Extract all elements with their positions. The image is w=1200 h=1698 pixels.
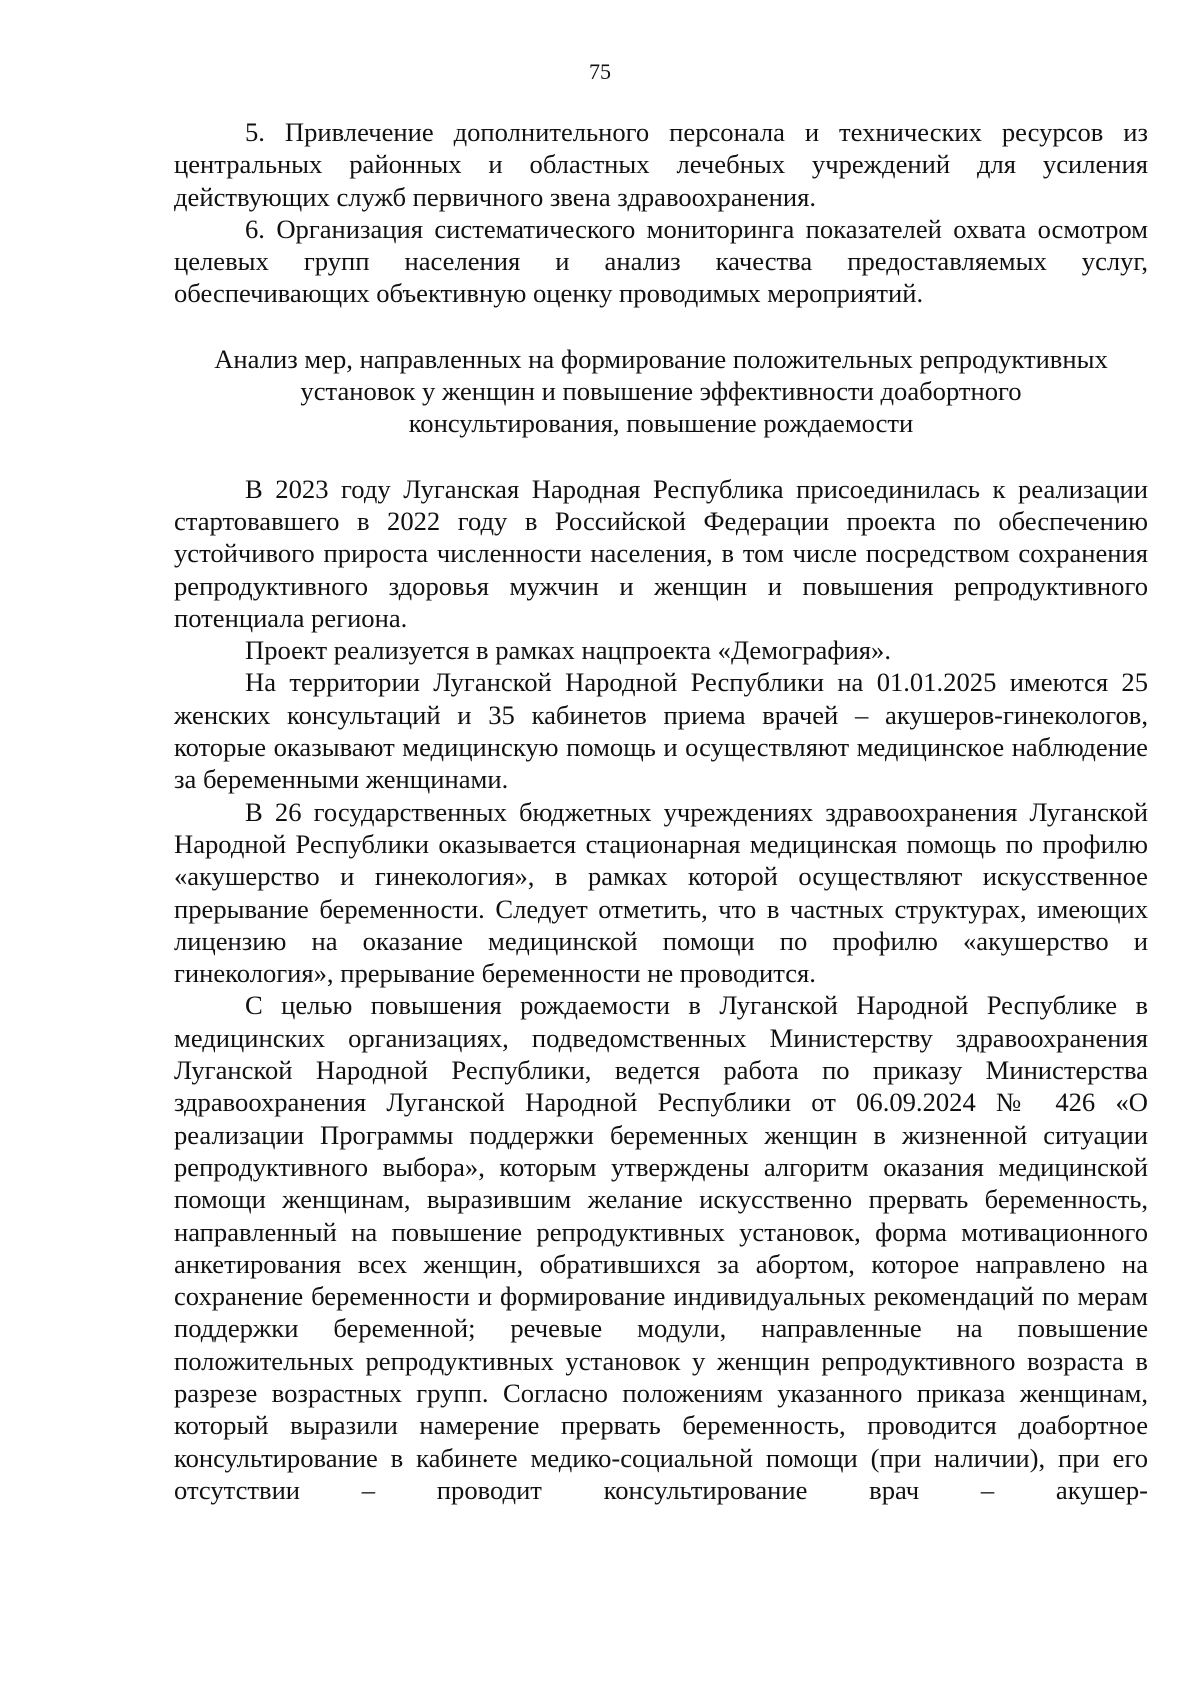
heading-line: установок у женщин и повышение эффективности доабортного — [300, 376, 1022, 407]
heading-line: Анализ мер, направленных на формирование положительных репродуктивных — [214, 343, 1108, 374]
heading-line: консультирования, повышение рождаемости — [408, 408, 914, 439]
page-body — [174, 116, 1148, 1506]
page-number: 75 — [589, 59, 611, 84]
heading-spacer — [174, 440, 1148, 473]
paragraph-hospitals: В 26 государственных бюджетных учреждениях здравоохранения Луганской Народной Республики оказывается стационарная медицинская помощь по профилю «акушерство и гинекология», в рамках которой осуществляют искусственное прерывание беременности. Следует отметить, что в частных структурах, имеющих лицензию на оказание медицинской помощи по профилю «акушерство и гинекология», прерывание беременности не проводится. — [174, 796, 1148, 989]
paragraph-item-6: 6. Организация систематического мониторинга показателей охвата осмотром целевых групп населения и анализ качества предоставляемых услуг, обеспечивающих объективную оценку проводимых мероприятий. — [174, 213, 1148, 309]
paragraph-project-2023: В 2023 году Луганская Народная Республика присоединилась к реализации стартовавшего в 2022 году в Российской Федерации проекта по обеспечению устойчивого прироста численности населения, в том числе посредством сохранения репродуктивного здоровья мужчин и женщин и повышения репродуктивного потенциала региона. — [174, 473, 1148, 633]
paragraph-birth-rate: С целью повышения рождаемости в Луганской Народной Республике в медицинских организациях, подведомственных Министерству здравоохранения Луганской Народной Республики, ведется работа по приказу Министерства здравоохранения Луганской Народной Республики от 06.09.2024 № 426 «О реализации Программы поддержки беременных женщин в жизненной ситуации репродуктивного выбора», которым утверждены алгоритм оказания медицинской помощи женщинам, выразившим желание искусственно прервать беременность, направленный на повышение репродуктивных установок, форма мотивационного анкетирования всех женщин, обратившихся за абортом, которое направлено на сохранение беременности и формирование индивидуальных рекомендаций по мерам поддержки беременной; речевые модули, направленные на повышение положительных репродуктивных установок у женщин репродуктивного возраста в разрезе возрастных групп. Согласно положениям указанного приказа женщинам, который выразили намерение прервать беременность, проводится доабортное консультирование в кабинете медико-социальной помощи (при наличии), при его отсутствии – проводит консультирование врач – акушер- — [174, 990, 1148, 1505]
section-heading — [174, 343, 1148, 440]
paragraph-consultations: На территории Луганской Народной Республики на 01.01.2025 имеются 25 женских консультаций и 35 кабинетов приема врачей – акушеров-гинекологов, которые оказывают медицинскую помощь и осуществляют медицинское наблюдение за беременными женщинами. — [174, 667, 1148, 795]
paragraph-item-5: 5. Привлечение дополнительного персонала и технических ресурсов из центральных районных и областных лечебных учреждений для усиления действующих служб первичного звена здравоохранения. — [174, 117, 1148, 212]
paragraph-national-project: Проект реализуется в рамках нацпроекта «Демография». — [245, 635, 891, 666]
